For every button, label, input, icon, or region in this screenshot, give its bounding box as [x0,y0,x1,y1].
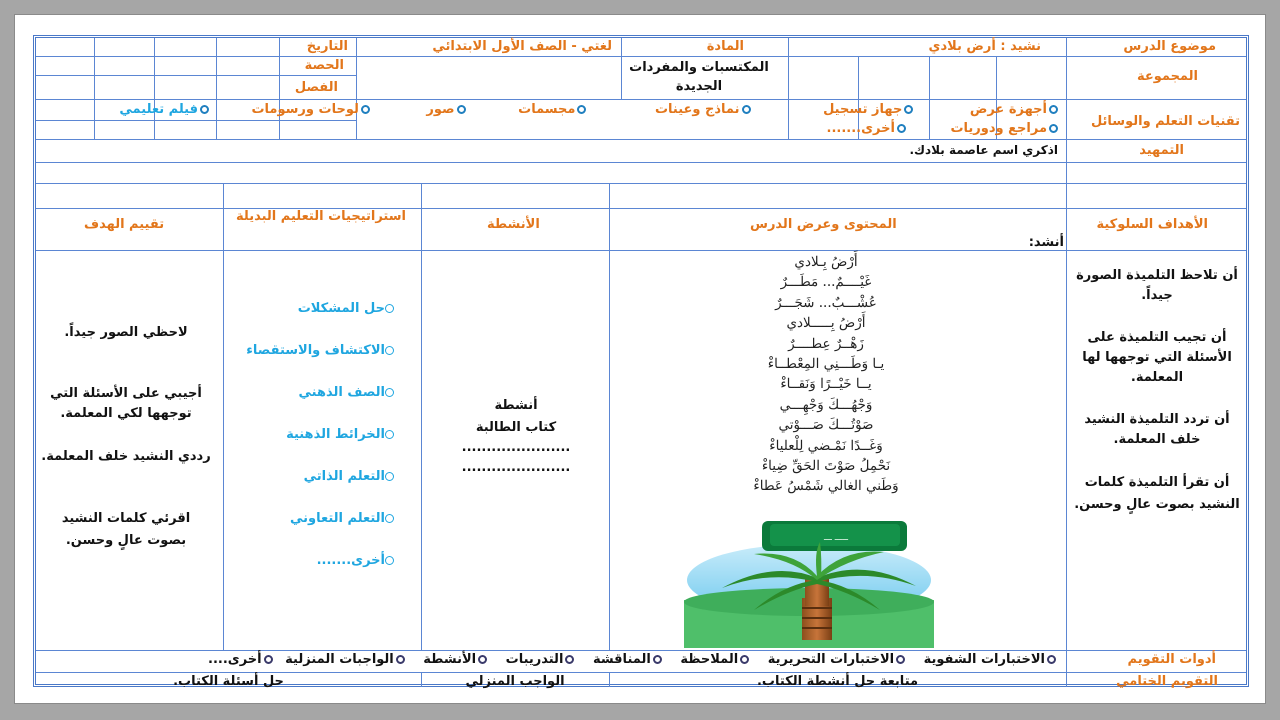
tech-option-film[interactable]: فيلم تعليمي [119,102,209,117]
tech-option-projector[interactable]: أجهزة عرض [970,102,1058,117]
chant-label: أنشد: [1028,235,1064,250]
final-assessment-label: التقويم الختامي [1116,674,1218,689]
tech-option-recorder[interactable]: جهاز تسجيل [823,102,913,117]
tech-label: تقنيات التعلم والوسائل [1090,114,1240,129]
poem-text [716,252,936,497]
radio-circle-icon[interactable] [904,105,913,114]
lesson-plan-sheet [33,35,1249,687]
radio-circle-icon[interactable] [478,655,487,664]
svg-text:ـــــ ـــ: ـــــ ـــ [824,533,848,543]
date-label: التاريخ [306,39,348,54]
poem-line: عُشْـــبٌ... شَجَـــرٌ [775,294,877,311]
palm-tree-flag-illustration [684,500,934,648]
tech-row1 [38,102,1058,117]
bullet-circle-icon [385,472,394,481]
tool-option[interactable]: التدريبات [506,652,575,667]
poem-line: وَطَني الغالي شَمْسُ عَطاءْ [753,478,899,495]
col-evaluation: تقييم الهدف [84,217,165,232]
tech-option-solids[interactable]: مجسمات [518,102,586,117]
poem-line: أَرْضُ بِـلادي [794,254,858,270]
objective-1: أن تلاحظ التلميذة الصورة جيداً. [1076,268,1238,303]
acquisitions-label: المكتسبات والمفردات الجديدة [629,60,769,94]
poem-line: غَيْــــمٌ... مَطَـــرٌ [780,274,872,291]
strategy-item: الاكتشاف والاستقصاء [246,343,404,358]
intro-label: التمهيد [1139,143,1184,158]
tech-option-pictures[interactable]: صور [426,102,465,117]
bullet-circle-icon [385,556,394,565]
subject-value: لغتي - الصف الأول الابتدائي [432,39,612,54]
radio-circle-icon[interactable] [896,655,905,664]
radio-circle-icon[interactable] [577,105,586,114]
poem-line: زَهْــرٌ عِطــــرٌ [788,335,864,352]
col-strategies: استراتيجيات التعليم البديلة [236,209,406,224]
radio-circle-icon[interactable] [457,105,466,114]
poem-line: صَوْتُـــكَ صَـــوْتي [778,417,874,434]
objective-2: أن تجيب التلميذة على الأسئلة التي توجهها لها المعلمة. [1082,330,1232,385]
radio-circle-icon[interactable] [200,105,209,114]
subject-label: المادة [706,39,744,54]
tool-option[interactable]: الأنشطة [423,652,487,667]
lesson-topic-label: موضوع الدرس [1123,39,1216,54]
col-activities: الأنشطة [487,217,540,232]
radio-circle-icon[interactable] [396,655,405,664]
tech-option-boards[interactable]: لوحات ورسومات [251,102,369,117]
tech-option-models[interactable]: نماذج وعينات [655,102,751,117]
group-label: المجموعة [1136,69,1198,84]
tool-option[interactable]: الملاحظة [680,652,749,667]
evaluation-4: اقرئي كلمات النشيد بصوت عالٍ وحسن. [61,511,191,548]
bullet-circle-icon [385,514,394,523]
activities-dots-1: ...................... [461,440,571,455]
intro-value: اذكري اسم عاصمة بلادك. [909,143,1058,157]
lesson-topic-value: نشيد : أرض بلادي [928,39,1041,54]
assessment-tools-row [208,652,1056,667]
poem-line: نَحْمِلُ صَوْتَ الحَقِّ ضِياءْ [761,458,891,475]
evaluation-1: لاحظي الصور جيداً. [64,325,188,340]
strategy-item: الصف الذهني [299,385,404,400]
tool-option[interactable]: الاختبارات الشفوية [924,652,1056,667]
col-content-label: المحتوى وعرض الدرس [750,217,897,232]
page-frame [14,14,1266,704]
tech-option-other[interactable]: أخرى....... [827,121,906,136]
poem-line: وَجْهُـــكَ وَجْهِـــي [779,396,873,413]
activities-title: أنشطة [494,398,538,413]
strategy-item: الخرائط الذهنية [286,427,404,442]
tech-row2 [827,121,1058,136]
radio-circle-icon[interactable] [264,655,273,664]
strategy-item: التعلم الذاتي [304,469,404,484]
bullet-circle-icon [385,430,394,439]
final-assessment-value: متابعة حل أنشطة الكتاب. [756,674,919,689]
tool-option[interactable]: أخرى.... [208,652,273,667]
table-grid [36,38,1246,684]
objective-3: أن تردد التلميذة النشيد خلف المعلمة. [1084,412,1230,447]
strategy-item: التعلم التعاوني [290,511,404,526]
radio-circle-icon[interactable] [1049,105,1058,114]
bullet-circle-icon [385,388,394,397]
strategy-item: أخرى....... [317,553,404,568]
bullet-circle-icon [385,304,394,313]
evaluation-3: رددي النشيد خلف المعلمة. [41,449,211,464]
assessment-tools-label: أدوات التقويم [1127,652,1216,667]
evaluation-2: أجيبي على الأسئلة التي توجهها لكي المعلمة. [50,386,202,421]
activities-subtitle: كتاب الطالبة [475,420,557,435]
tool-option[interactable]: الواجبات المنزلية [285,652,405,667]
poem-line: وَغَــدًا نَمْـضي لِلْعلياءْ [769,437,883,454]
radio-circle-icon[interactable] [740,655,749,664]
strategy-item: حل المشكلات [298,301,404,316]
class-label: الفصل [294,80,338,95]
radio-circle-icon[interactable] [897,124,906,133]
bullet-circle-icon [385,346,394,355]
poem-line: يـا وَطَـــنِي المِعْطــاءْ [767,356,885,373]
radio-circle-icon[interactable] [1047,655,1056,664]
radio-circle-icon[interactable] [565,655,574,664]
radio-circle-icon[interactable] [1049,124,1058,133]
homework-value: حل أسئلة الكتاب. [173,674,284,689]
col-objectives: الأهداف السلوكية [1096,217,1208,232]
radio-circle-icon[interactable] [653,655,662,664]
radio-circle-icon[interactable] [361,105,370,114]
homework-label: الواجب المنزلي [465,674,565,689]
period-label: الحصة [304,58,344,73]
tool-option[interactable]: المناقشة [593,652,662,667]
poem-line: أَرْضُ بِـــــلادي [786,315,866,332]
tool-option[interactable]: الاختبارات التحريرية [768,652,905,667]
poem-line: يــا خَيْــرًا وَنَقــاءْ [780,376,872,393]
tech-option-references[interactable]: مراجع ودوريات [950,121,1058,136]
objective-4: أن تقرأ التلميذة كلمات النشيد بصوت عالٍ وحسن. [1074,475,1240,512]
activities-dots-2: ...................... [461,460,571,475]
radio-circle-icon[interactable] [742,105,751,114]
